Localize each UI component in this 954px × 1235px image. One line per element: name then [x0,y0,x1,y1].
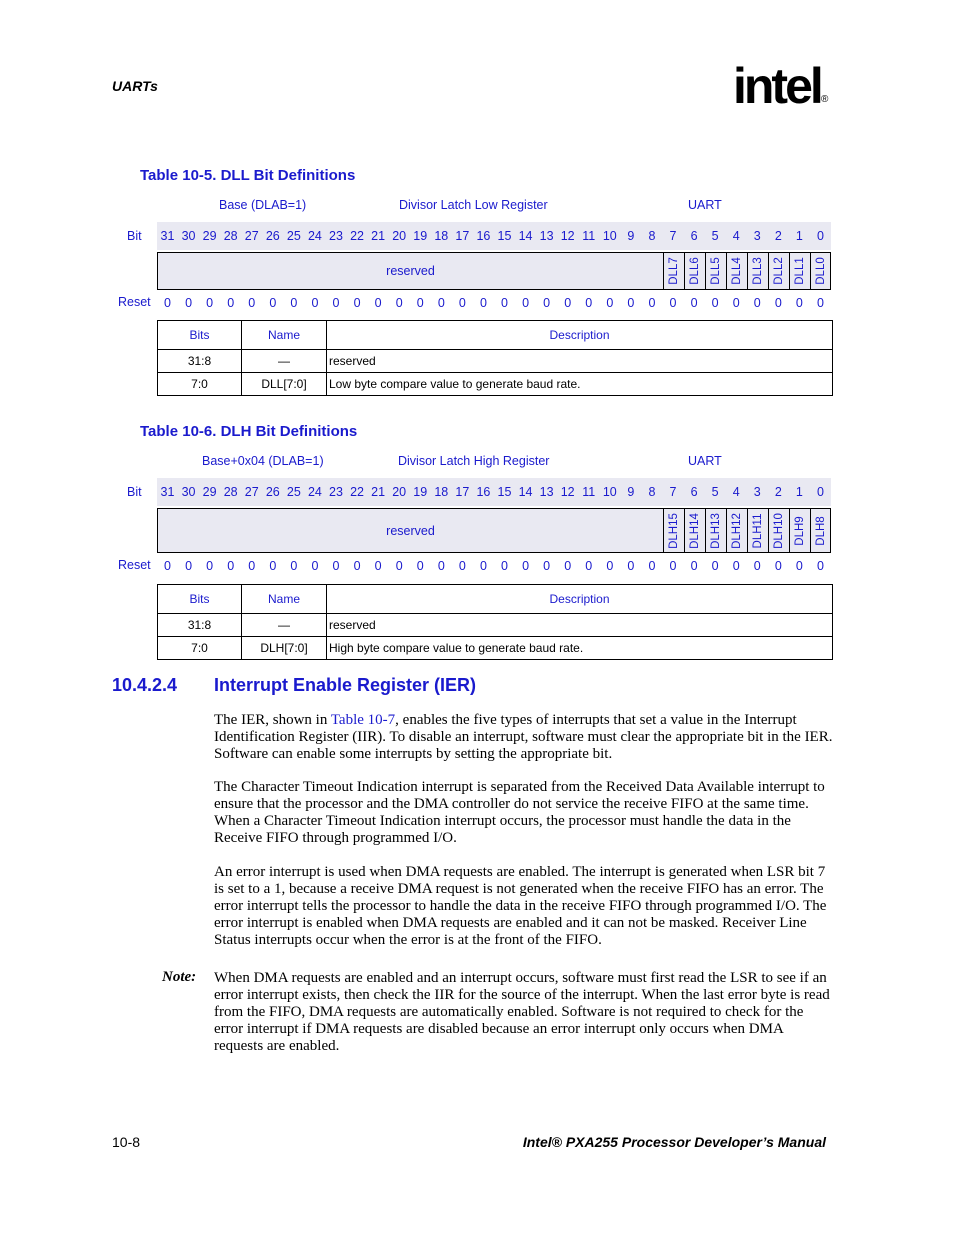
reset-value: 0 [627,296,635,310]
cell-bits: 31:8 [158,614,242,637]
bit-number: 11 [582,485,596,499]
cell-name: DLH[7:0] [242,637,327,660]
reset-value: 0 [416,559,424,573]
reset-value: 0 [353,559,361,573]
field-label: DLH14 [688,512,701,549]
paragraph-2: The Character Timeout Indication interrupt is separated from the Received Data Available interrupt to ensure that the processor and the DMA controller do not service the receive FIFO at the same time. When a Character Timeout Indication interrupt occurs, the processor must handle the data in the Receive FIFO through programmed I/O. [214,779,825,846]
bit-number: 14 [518,229,533,243]
bit-number: 10 [602,485,617,499]
reset-value: 0 [606,559,614,573]
bit-number: 25 [286,229,301,243]
reset-value: 0 [648,559,656,573]
reset-value: 0 [669,559,677,573]
reset-value-row [157,290,831,316]
column-header-description: Description [327,585,833,614]
reset-value: 0 [795,296,803,310]
bit-number: 1 [795,485,803,499]
bit-number: 0 [816,485,824,499]
field-label: DLH12 [730,512,743,549]
cell-name: — [242,614,327,637]
bit-number: 16 [476,229,491,243]
bit-number: 28 [223,485,238,499]
bit-number: 8 [648,229,656,243]
reset-value: 0 [627,559,635,573]
field-label: DLL3 [751,257,764,285]
bit-number: 5 [711,229,719,243]
table-caption-dlh: Table 10-6. DLH Bit Definitions [140,423,358,440]
bit-number: 6 [690,229,698,243]
field-cell [685,253,706,289]
cell-name: DLL[7:0] [242,373,327,396]
bit-number: 6 [690,485,698,499]
reset-value: 0 [690,296,698,310]
reset-value: 0 [479,296,487,310]
field-cell [748,509,769,552]
register-unit-dll: UART [688,198,722,212]
field-cell [727,509,748,552]
bit-description-table-dlh [157,584,833,660]
table-row [158,614,833,637]
field-cell [664,253,685,289]
running-header-section: UARTs [112,78,158,94]
bit-number: 1 [795,229,803,243]
bit-number: 19 [413,485,428,499]
reset-value: 0 [395,559,403,573]
reset-value: 0 [206,296,214,310]
reset-value: 0 [416,296,424,310]
table-row [158,637,833,660]
reset-value: 0 [711,296,719,310]
intel-logo [733,60,833,118]
bit-number: 17 [455,485,470,499]
field-cell [790,253,811,289]
field-label: DLH13 [709,512,722,549]
reset-value: 0 [185,296,193,310]
register-field-row [157,252,831,290]
bit-number: 3 [753,229,761,243]
cell-description: Low byte compare value to generate baud rate. [327,373,833,396]
reset-row-label: Reset [118,558,151,572]
column-header-name: Name [242,321,327,350]
reset-value: 0 [374,559,382,573]
bit-number: 27 [244,229,259,243]
bit-number: 18 [434,485,449,499]
reset-value: 0 [732,559,740,573]
field-cell [811,509,832,552]
field-label: DLL5 [709,257,722,285]
reset-value: 0 [606,296,614,310]
reset-value: 0 [374,296,382,310]
reset-value: 0 [648,296,656,310]
reset-value: 0 [522,296,530,310]
bit-number: 9 [627,485,635,499]
reset-value: 0 [501,296,508,310]
reset-value: 0 [458,559,466,573]
reset-value: 0 [564,296,572,310]
field-cell [685,509,706,552]
bit-number: 12 [560,229,575,243]
bit-number: 11 [582,229,596,243]
bit-number: 2 [774,485,782,499]
table-10-7-link[interactable]: Table 10-7 [330,712,396,728]
reset-value: 0 [669,296,677,310]
bit-number-row [157,222,831,250]
reset-value: 0 [690,559,698,573]
reset-value: 0 [269,559,277,573]
field-cell [706,253,727,289]
reset-value: 0 [185,559,193,573]
bit-number: 18 [434,229,449,243]
reset-value: 0 [164,296,171,310]
bit-number: 22 [350,485,365,499]
field-cell [748,253,769,289]
field-cell [790,509,811,552]
reset-value: 0 [290,559,298,573]
reset-value: 0 [753,296,761,310]
cell-description: reserved [327,614,833,637]
reset-value: 0 [206,559,214,573]
field-cell [769,253,790,289]
reset-value: 0 [395,296,403,310]
bit-number: 17 [455,229,470,243]
bit-number: 21 [371,229,386,243]
reset-value: 0 [564,559,572,573]
cell-bits: 7:0 [158,637,242,660]
field-label: DLL1 [793,257,806,285]
reset-value: 0 [332,559,340,573]
reset-value: 0 [437,296,445,310]
reset-value: 0 [332,296,340,310]
bit-number: 23 [329,229,343,243]
reset-value: 0 [585,559,593,573]
reserved-field: reserved [158,253,664,289]
paragraph-3: An error interrupt is used when DMA requests are enabled. The interrupt is generated when LSR bit 7 is set to a 1, because a receive DMA request is not generated when the receive FIFO has an error. The error interrupt tells the processor to handle the data in the receive FIFO through programmed I/O. The error interrupt is enabled when DMA requests are enabled and it can not be masked. Receiver Line Status interrupts occur when the error is at the front of the FIFO. [214,864,827,948]
bit-number: 21 [371,485,386,499]
field-label: DLH10 [772,512,785,549]
column-header-bits: Bits [158,321,242,350]
reset-value: 0 [164,559,171,573]
bit-number-row [157,478,831,506]
reset-value: 0 [269,296,277,310]
field-cell [727,253,748,289]
field-label: DLL6 [688,257,701,285]
field-label: DLH11 [751,513,764,548]
bit-number: 8 [648,485,656,499]
field-label: DLL4 [730,257,743,285]
footer-document-title: Intel® PXA255 Processor Developer’s Manual [522,1134,826,1150]
logo-registered-mark: ® [821,94,829,105]
bit-number: 20 [392,229,407,243]
cell-bits: 7:0 [158,373,242,396]
field-label: DLL0 [815,257,828,285]
bit-number: 14 [518,485,533,499]
bit-number: 27 [244,485,259,499]
bit-number: 12 [560,485,575,499]
bit-number: 22 [350,229,365,243]
register-unit-dlh: UART [688,454,722,468]
reset-value: 0 [732,296,740,310]
reset-value-row [157,553,831,579]
reset-value: 0 [227,559,235,573]
section-number: 10.4.2.4 [112,675,178,695]
bit-number: 31 [160,485,175,499]
reset-value: 0 [711,559,719,573]
table-caption-dll: Table 10-5. DLL Bit Definitions [140,167,356,184]
field-cell [706,509,727,552]
reset-value: 0 [501,559,508,573]
cell-description: High byte compare value to generate baud rate. [327,637,833,660]
register-base-dlh: Base+0x04 (DLAB=1) [202,454,324,468]
bit-number: 0 [816,229,824,243]
bit-number: 25 [286,485,301,499]
bit-number: 7 [669,229,677,243]
bit-number: 26 [265,485,280,499]
bit-number: 26 [265,229,280,243]
bit-number: 4 [732,485,740,499]
reset-value: 0 [816,296,824,310]
field-cell [811,253,832,289]
field-label: DLH8 [815,515,828,546]
bit-number: 13 [539,229,554,243]
register-base-dll: Base (DLAB=1) [219,198,307,212]
column-header-name: Name [242,585,327,614]
bit-number: 24 [307,485,322,499]
bit-number: 5 [711,485,719,499]
reset-value: 0 [774,559,782,573]
field-cell [664,509,685,552]
reset-value: 0 [458,296,466,310]
reset-value: 0 [795,559,803,573]
reset-value: 0 [774,296,782,310]
bit-row-label: Bit [127,485,142,499]
reset-value: 0 [311,559,319,573]
register-field-row [157,508,831,553]
table-row [158,373,833,396]
column-header-description: Description [327,321,833,350]
bit-number: 10 [602,229,617,243]
bit-row-label: Bit [127,229,142,243]
register-name-dlh: Divisor Latch High Register [398,454,550,468]
register-name-dll: Divisor Latch Low Register [399,198,548,212]
bit-number: 16 [476,485,491,499]
reset-row-label: Reset [118,295,151,309]
paragraph-1 [214,712,834,763]
note-text: When DMA requests are enabled and an interrupt occurs, software must first read the LSR to see if an error interrupt exists, then check the IIR for the source of the interrupt. When the last error byte is read from the FIFO, DMA requests are automatically enabled. Software is not required to check for the error interrupt if DMA requests are disabled because an error interrupt only occurs when DMA requests are enabled. [214,970,830,1054]
reset-value: 0 [227,296,235,310]
bit-number: 30 [181,229,196,243]
cell-name: — [242,350,327,373]
reset-value: 0 [479,559,487,573]
reset-value: 0 [311,296,319,310]
cell-bits: 31:8 [158,350,242,373]
bit-number: 7 [669,485,677,499]
reset-value: 0 [543,296,551,310]
bit-number: 28 [223,229,238,243]
bit-number: 31 [160,229,175,243]
reset-value: 0 [437,559,445,573]
bit-number: 19 [413,229,428,243]
field-label: DLH15 [667,512,680,549]
reset-value: 0 [248,559,256,573]
reset-value: 0 [585,296,593,310]
paragraph-1-end: , enables the five types of interrupts that set a value in the Interrupt Identification Register (IIR). To disable an interrupt, software must clear the appropriate bit in the IER. Software can enable some interrupts by setting the appropriate bit. [214,712,833,762]
field-label: DLL7 [667,257,680,285]
bit-number: 30 [181,485,196,499]
table-row [158,350,833,373]
reset-value: 0 [290,296,298,310]
footer-page-number: 10-8 [112,1134,141,1150]
field-label: DLL2 [772,257,785,285]
bit-number: 24 [307,229,322,243]
bit-number: 3 [753,485,761,499]
logo-wordmark: intel [733,58,821,114]
reset-value: 0 [522,559,530,573]
bit-number: 2 [774,229,782,243]
paragraph-1-start: The IER, shown in [214,712,331,728]
reset-value: 0 [816,559,824,573]
bit-number: 29 [202,229,217,243]
reset-value: 0 [248,296,256,310]
reset-value: 0 [353,296,361,310]
section-title: Interrupt Enable Register (IER) [214,675,477,695]
column-header-bits: Bits [158,585,242,614]
cell-description: reserved [327,350,833,373]
bit-number: 15 [497,229,512,243]
note-label: Note: [162,969,197,985]
bit-number: 13 [539,485,554,499]
reserved-field: reserved [158,509,664,552]
bit-number: 23 [329,485,343,499]
bit-description-table-dll [157,320,833,396]
field-label: DLH9 [793,515,806,546]
reset-value: 0 [753,559,761,573]
bit-number: 20 [392,485,407,499]
bit-number: 9 [627,229,635,243]
bit-number: 29 [202,485,217,499]
bit-number: 15 [497,485,512,499]
field-cell [769,509,790,552]
reset-value: 0 [543,559,551,573]
bit-number: 4 [732,229,740,243]
